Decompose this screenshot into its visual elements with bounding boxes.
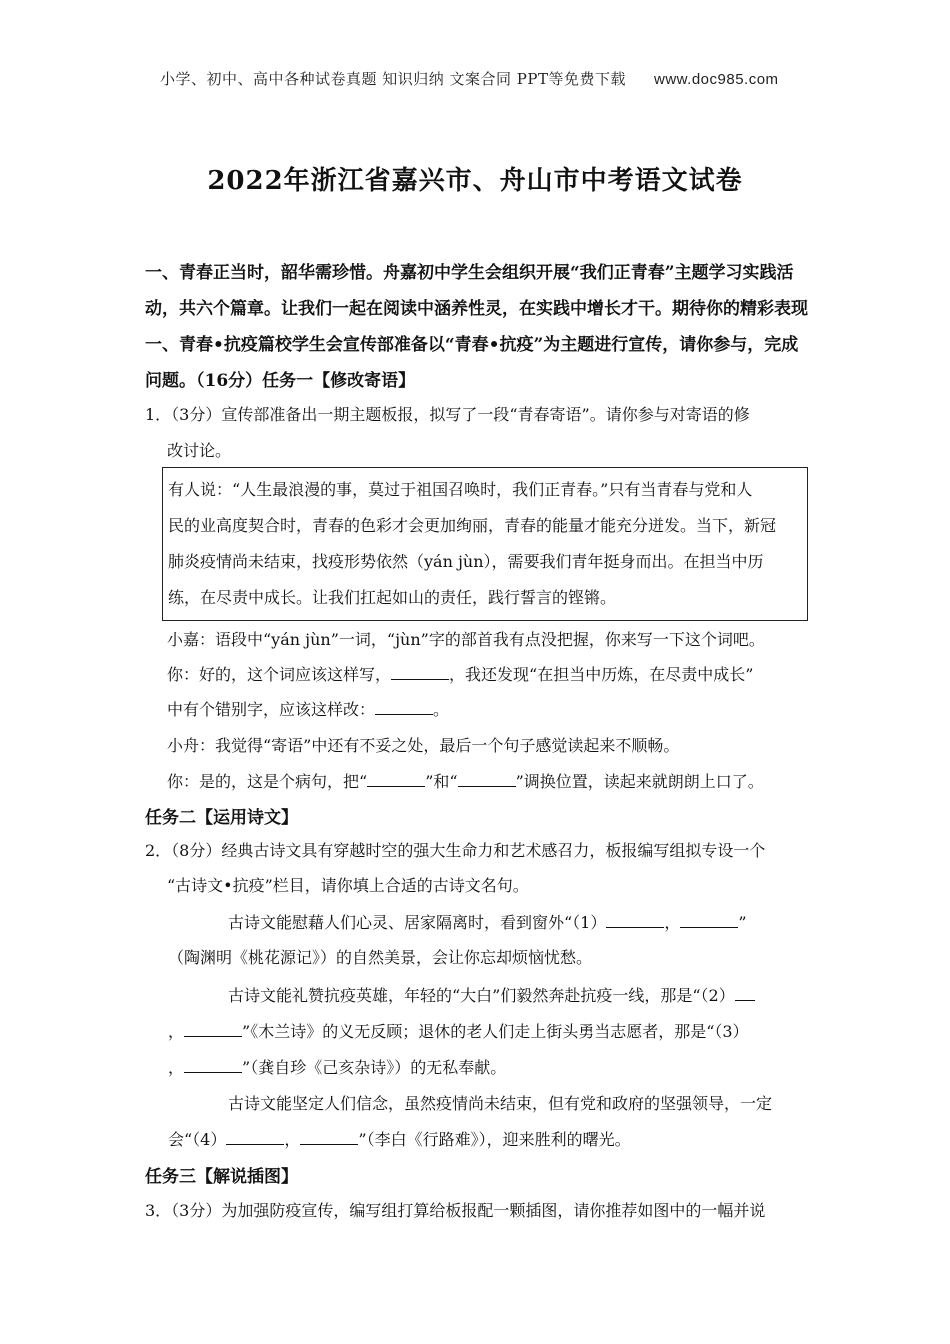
answer-blank[interactable] (391, 665, 449, 680)
header-text: 小学、初中、高中各种试卷真题 知识归纳 文案合同 PPT等免费下载 (160, 70, 626, 88)
answer-blank[interactable] (300, 1130, 358, 1145)
intro-line: 问题。（16分）任务一【修改寄语】 (145, 371, 416, 391)
answer-blank[interactable] (458, 772, 516, 787)
q2-stem: 2．（8分）经典古诗文具有穿越时空的强大生命力和艺术感召力，板报编写组拟专设一个 (145, 841, 766, 860)
q2-stem-cont: “古诗文•抗疫”栏目，请你填上合适的古诗文名句。 (167, 876, 529, 895)
q3-stem: 3．（3分）为加强防疫宣传，编写组打算给板报配一颗插图，请你推荐如图中的一幅并说 (145, 1201, 766, 1220)
answer-blank[interactable] (184, 1058, 242, 1073)
header-site: www.doc985.com (654, 71, 779, 88)
dialog-line: 中有个错别字，应该这样改： 。 (167, 700, 450, 719)
dialog-line: 小舟：我觉得“寄语”中还有不妥之处，最后一个句子感觉读起来不顺畅。 (167, 736, 680, 755)
quote-line: 民的业高度契合时，青春的色彩才会更加绚丽，青春的能量才能充分迸发。当下，新冠 (168, 516, 777, 535)
answer-blank[interactable] (226, 1130, 284, 1145)
poem-paragraph-2-cont: ， ”《木兰诗》的义无反顾；退休的老人们走上街头勇当志愿者，那是“（3） (168, 1022, 749, 1041)
answer-blank[interactable] (375, 700, 433, 715)
intro-line: 一、青春•抗疫篇校学生会宣传部准备以“青春•抗疫”为主题进行宣传，请你参与，完成 (145, 335, 799, 355)
answer-blank[interactable] (735, 986, 755, 1001)
poem-paragraph-1: 古诗文能慰藉人们心灵、居家隔离时，看到窗外“（1） ， ” (228, 913, 747, 932)
quote-line: 肺炎疫情尚未结束，找疫形势依然（yán jùn），需要我们青年挺身而出。在担当中历 (168, 552, 764, 571)
task2-heading: 任务二【运用诗文】 (145, 808, 298, 828)
dialog-line: 你：是的，这是个病句，把“ ”和“ ”调换位置，读起来就朗朗上口了。 (167, 772, 764, 791)
poem-paragraph-2: 古诗文能礼赞抗疫英雄，年轻的“大白”们毅然奔赴抗疫一线，那是“（2） (228, 983, 755, 1006)
answer-blank[interactable] (680, 913, 738, 928)
answer-blank[interactable] (367, 772, 425, 787)
page-header (160, 68, 779, 89)
quote-line: 练，在尽责中成长。让我们扛起如山的责任，践行誓言的铿锵。 (168, 588, 617, 607)
dialog-line: 小嘉：语段中“yán jùn”一词，“jùn”字的部首我有点没把握，你来写一下这个词吧。 (167, 630, 765, 649)
intro-line: 一、青春正当时，韶华需珍惜。舟嘉初中学生会组织开展“我们正青春”主题学习实践活 (145, 263, 794, 283)
dialog-line: 你：好的，这个词应该这样写， ，我还发现“在担当中历炼，在尽责中成长” (167, 665, 754, 684)
answer-blank[interactable] (606, 913, 664, 928)
q1-stem-cont: 改讨论。 (167, 441, 232, 460)
poem-paragraph-3: 古诗文能坚定人们信念，虽然疫情尚未结束，但有党和政府的坚强领导，一定 (228, 1094, 773, 1113)
answer-blank[interactable] (184, 1022, 242, 1037)
poem-paragraph-3-cont: 会“（4） ， ”（李白《行路难》），迎来胜利的曙光。 (168, 1130, 631, 1149)
task3-heading: 任务三【解说插图】 (145, 1167, 298, 1187)
poem-paragraph-2-cont: ， ”（龚自珍《己亥杂诗》）的无私奉献。 (168, 1058, 507, 1077)
quote-line: 有人说：“人生最浪漫的事，莫过于祖国召唤时，我们正青春。”只有当青春与党和人 (168, 480, 753, 499)
intro-line: 动，共六个篇章。让我们一起在阅读中涵养性灵，在实践中增长才干。期待你的精彩表现 (145, 299, 808, 319)
poem-paragraph-1-cont: （陶渊明《桃花源记》）的自然美景，会让你忘却烦恼忧愁。 (168, 948, 593, 967)
page-title: 2022年浙江省嘉兴市、舟山市中考语文试卷 (207, 166, 743, 196)
q1-stem: 1．（3分）宣传部准备出一期主题板报，拟写了一段“青春寄语”。请你参与对寄语的修 (145, 405, 750, 424)
